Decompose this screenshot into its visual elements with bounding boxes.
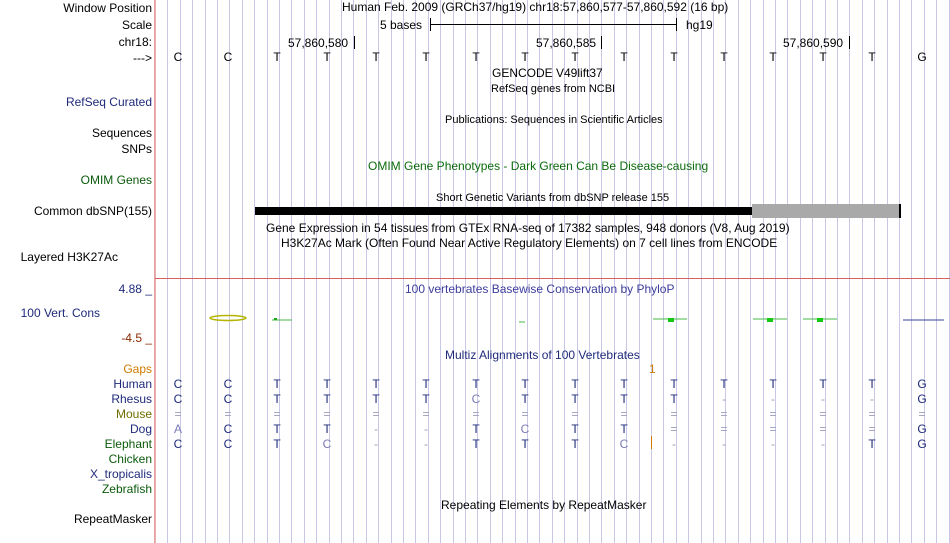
gridline bbox=[465, 0, 466, 543]
elephant-base: T bbox=[868, 437, 876, 451]
track-label-layered-h3k27ac[interactable]: Layered H3K27Ac bbox=[20, 250, 118, 264]
gridline bbox=[403, 0, 404, 543]
track-group-separator bbox=[155, 278, 950, 279]
scale-label: Scale bbox=[121, 18, 152, 32]
rhesus-base: - bbox=[722, 392, 726, 406]
gridline bbox=[291, 0, 292, 543]
species-label-x-tropicalis[interactable]: X_tropicalis bbox=[89, 467, 152, 481]
gridline bbox=[440, 0, 441, 543]
gridline bbox=[415, 0, 416, 543]
mouse-base: = bbox=[720, 407, 728, 421]
coordinate-tick bbox=[354, 36, 355, 49]
gridline bbox=[626, 0, 627, 543]
mouse-base: = bbox=[868, 407, 876, 421]
mouse-base: = bbox=[571, 407, 579, 421]
gridline bbox=[229, 0, 230, 543]
track-label-refseq[interactable]: RefSeq Curated bbox=[65, 95, 152, 109]
dog-base: = bbox=[819, 422, 827, 436]
elephant-base: C bbox=[223, 437, 233, 451]
mouse-base: = bbox=[819, 407, 827, 421]
track-label-gaps[interactable]: Gaps bbox=[123, 362, 152, 376]
dog-base: = bbox=[720, 422, 728, 436]
species-label-chicken[interactable]: Chicken bbox=[108, 452, 152, 466]
assembly-label: hg19 bbox=[686, 18, 713, 32]
rhesus-base: T bbox=[323, 392, 331, 406]
gridline bbox=[267, 0, 268, 543]
elephant-base: C bbox=[173, 437, 183, 451]
dog-base: = bbox=[868, 422, 876, 436]
gridline bbox=[341, 0, 342, 543]
dog-base: - bbox=[424, 422, 428, 436]
rhesus-base: T bbox=[571, 392, 579, 406]
elephant-base: - bbox=[672, 437, 676, 451]
phylop-mark bbox=[210, 316, 246, 321]
elephant-base: C bbox=[619, 437, 629, 451]
elephant-base: - bbox=[821, 437, 825, 451]
dbsnp-variant-end bbox=[899, 204, 901, 218]
human-base: T bbox=[472, 377, 480, 391]
human-base: T bbox=[422, 377, 430, 391]
reference-base: T bbox=[769, 50, 777, 64]
mouse-base: = bbox=[472, 407, 480, 421]
human-base: T bbox=[372, 377, 380, 391]
rhesus-base: T bbox=[620, 392, 628, 406]
gridline bbox=[651, 0, 652, 543]
mouse-base: = bbox=[769, 407, 777, 421]
gridline bbox=[701, 0, 702, 543]
species-label-mouse[interactable]: Mouse bbox=[115, 407, 152, 421]
gridline bbox=[254, 0, 255, 543]
gridline bbox=[316, 0, 317, 543]
dog-base: T bbox=[273, 422, 281, 436]
coordinate-label: 57,860,590 bbox=[783, 36, 844, 50]
rhesus-base: C bbox=[173, 392, 183, 406]
mouse-base: = bbox=[323, 407, 331, 421]
track-label-column bbox=[0, 0, 154, 543]
gencode-track-title[interactable]: GENCODE V49lift37 bbox=[492, 66, 603, 80]
gridline bbox=[242, 0, 243, 543]
elephant-base: G bbox=[917, 437, 927, 451]
species-label-human[interactable]: Human bbox=[113, 377, 152, 391]
refseq-track-title[interactable]: RefSeq genes from NCBI bbox=[491, 83, 616, 95]
gridline bbox=[663, 0, 664, 543]
mouse-base: = bbox=[174, 407, 182, 421]
gridline bbox=[353, 0, 354, 543]
reference-base: C bbox=[223, 50, 233, 64]
phylop-mark bbox=[767, 318, 773, 322]
gridline bbox=[217, 0, 218, 543]
elephant-base: - bbox=[771, 437, 775, 451]
species-label-dog[interactable]: Dog bbox=[129, 422, 152, 436]
reference-base: T bbox=[521, 50, 529, 64]
coordinate-tick bbox=[849, 36, 850, 49]
species-label-rhesus[interactable]: Rhesus bbox=[111, 392, 152, 406]
gridline bbox=[837, 0, 838, 543]
track-label-repeatmasker[interactable]: RepeatMasker bbox=[73, 512, 152, 526]
human-base: C bbox=[223, 377, 233, 391]
human-base: G bbox=[917, 377, 927, 391]
publications-track-title[interactable]: Publications: Sequences in Scientific Articles bbox=[445, 114, 663, 126]
human-base: T bbox=[720, 377, 728, 391]
rhesus-base: C bbox=[471, 392, 481, 406]
rhesus-base: - bbox=[771, 392, 775, 406]
gridline bbox=[329, 0, 330, 543]
species-label-zebrafish[interactable]: Zebrafish bbox=[101, 482, 152, 496]
rhesus-base: T bbox=[670, 392, 678, 406]
strand-arrow-label: ---> bbox=[133, 51, 152, 65]
gridline bbox=[180, 0, 181, 543]
mouse-base: = bbox=[670, 407, 678, 421]
phylop-mark bbox=[817, 318, 823, 322]
track-label-common-dbsnp[interactable]: Common dbSNP(155) bbox=[33, 204, 152, 218]
rhesus-base: T bbox=[372, 392, 380, 406]
gridline bbox=[775, 0, 776, 543]
gridline bbox=[800, 0, 801, 543]
mouse-base: = bbox=[918, 407, 926, 421]
gridline bbox=[713, 0, 714, 543]
elephant-base: - bbox=[722, 437, 726, 451]
gridline bbox=[205, 0, 206, 543]
track-label-omim-genes[interactable]: OMIM Genes bbox=[80, 173, 152, 187]
reference-base: T bbox=[273, 50, 281, 64]
dog-base: - bbox=[374, 422, 378, 436]
short-variants-track-title[interactable]: Short Genetic Variants from dbSNP release 155 bbox=[436, 192, 670, 204]
track-label-sequences[interactable]: Sequences bbox=[91, 126, 152, 140]
reference-base: T bbox=[422, 50, 430, 64]
dog-base: A bbox=[173, 422, 182, 436]
elephant-base: T bbox=[273, 437, 281, 451]
gridline bbox=[453, 0, 454, 543]
chromosome-label: chr18: bbox=[118, 35, 152, 49]
gridline bbox=[155, 0, 156, 543]
gridline bbox=[787, 0, 788, 543]
mouse-base: = bbox=[273, 407, 281, 421]
gridline bbox=[887, 0, 888, 543]
multiz-track-title[interactable]: Multiz Alignments of 100 Vertebrates bbox=[445, 348, 640, 362]
human-base: T bbox=[571, 377, 579, 391]
gridline bbox=[924, 0, 925, 543]
reference-base: T bbox=[819, 50, 827, 64]
rhesus-base: T bbox=[273, 392, 281, 406]
rhesus-base: T bbox=[521, 392, 529, 406]
reference-base: T bbox=[620, 50, 628, 64]
rhesus-base: - bbox=[821, 392, 825, 406]
phylop-max-value: 4.88 _ bbox=[118, 282, 152, 296]
gridline bbox=[428, 0, 429, 543]
gridline bbox=[688, 0, 689, 543]
phylop-conservation-graph[interactable] bbox=[155, 296, 950, 336]
reference-base: T bbox=[868, 50, 876, 64]
reference-base: T bbox=[720, 50, 728, 64]
gridline bbox=[279, 0, 280, 543]
mouse-base: = bbox=[372, 407, 380, 421]
rhesus-base: - bbox=[870, 392, 874, 406]
dog-base: T bbox=[472, 422, 480, 436]
elephant-gap-marker bbox=[651, 436, 652, 449]
gridline bbox=[738, 0, 739, 543]
human-base: T bbox=[620, 377, 628, 391]
mouse-base: = bbox=[521, 407, 529, 421]
reference-base: T bbox=[323, 50, 331, 64]
scale-bar-line bbox=[430, 24, 677, 25]
gridline bbox=[911, 0, 912, 543]
h3k27ac-track-title[interactable]: H3K27Ac Mark (Often Found Near Active Regulatory Elements) on 7 cell lines from ENCODE bbox=[281, 236, 778, 250]
dog-base: C bbox=[520, 422, 530, 436]
phylop-mark bbox=[668, 318, 674, 322]
gridline bbox=[477, 0, 478, 543]
gridline bbox=[378, 0, 379, 543]
mouse-base: = bbox=[620, 407, 628, 421]
gridline bbox=[899, 0, 900, 543]
phylop-track-title[interactable]: 100 vertebrates Basewise Conservation by PhyloP bbox=[405, 282, 675, 296]
gridline bbox=[862, 0, 863, 543]
gridline bbox=[936, 0, 937, 543]
human-base: T bbox=[273, 377, 281, 391]
rhesus-base: C bbox=[223, 392, 233, 406]
human-base: T bbox=[521, 377, 529, 391]
dog-base: T bbox=[323, 422, 331, 436]
elephant-base: C bbox=[322, 437, 332, 451]
gtex-track-title[interactable]: Gene Expression in 54 tissues from GTEx RNA-seq of 17382 samples, 948 donors (V8, Aug 2019) bbox=[266, 221, 790, 235]
coordinate-label: 57,860,580 bbox=[288, 36, 349, 50]
gridline bbox=[639, 0, 640, 543]
human-base: T bbox=[868, 377, 876, 391]
mouse-base: = bbox=[224, 407, 232, 421]
phylop-mark bbox=[274, 318, 277, 320]
gridline bbox=[192, 0, 193, 543]
dog-base: T bbox=[571, 422, 579, 436]
coordinate-label: 57,860,585 bbox=[536, 36, 597, 50]
gridline bbox=[304, 0, 305, 543]
track-display-area[interactable] bbox=[155, 0, 950, 543]
omim-phenotypes-track-title[interactable]: OMIM Gene Phenotypes - Dark Green Can Be Disease-causing bbox=[368, 159, 709, 173]
gridline bbox=[812, 0, 813, 543]
gap-count: 1 bbox=[649, 362, 656, 376]
phylop-min-value: -4.5 _ bbox=[121, 331, 152, 345]
reference-base: G bbox=[917, 50, 927, 64]
human-base: T bbox=[819, 377, 827, 391]
dog-base: = bbox=[769, 422, 777, 436]
species-label-elephant[interactable]: Elephant bbox=[104, 437, 152, 451]
gridline bbox=[725, 0, 726, 543]
human-base: T bbox=[323, 377, 331, 391]
gridline bbox=[167, 0, 168, 543]
rhesus-base: G bbox=[917, 392, 927, 406]
gridline bbox=[676, 0, 677, 543]
gridline bbox=[366, 0, 367, 543]
dog-base: G bbox=[917, 422, 927, 436]
dog-base: C bbox=[223, 422, 233, 436]
human-base: T bbox=[769, 377, 777, 391]
elephant-base: T bbox=[521, 437, 529, 451]
track-label-vert-cons[interactable]: 100 Vert. Cons bbox=[20, 306, 100, 320]
track-label-snps[interactable]: SNPs bbox=[121, 142, 152, 156]
human-base: T bbox=[670, 377, 678, 391]
scale-text: 5 bases bbox=[380, 18, 423, 32]
gridline bbox=[825, 0, 826, 543]
repeatmasker-track-title[interactable]: Repeating Elements by RepeatMasker bbox=[441, 498, 647, 512]
gridline bbox=[763, 0, 764, 543]
elephant-base: T bbox=[472, 437, 480, 451]
reference-base: T bbox=[670, 50, 678, 64]
human-base: C bbox=[173, 377, 183, 391]
window-position-label: Window Position bbox=[63, 1, 152, 15]
reference-base: T bbox=[372, 50, 380, 64]
gridline bbox=[849, 0, 850, 543]
coordinate-tick bbox=[601, 36, 602, 49]
elephant-base: - bbox=[374, 437, 378, 451]
gridline bbox=[874, 0, 875, 543]
scale-bar-right-tick bbox=[676, 18, 677, 31]
dbsnp-variant-bar[interactable] bbox=[255, 207, 753, 215]
rhesus-base: T bbox=[422, 392, 430, 406]
gridline bbox=[750, 0, 751, 543]
elephant-base: - bbox=[424, 437, 428, 451]
reference-base: T bbox=[571, 50, 579, 64]
dog-base: T bbox=[620, 422, 628, 436]
reference-base: T bbox=[472, 50, 480, 64]
gridline bbox=[391, 0, 392, 543]
position-header: Human Feb. 2009 (GRCh37/hg19) chr18:57,860,577-57,860,592 (16 bp) bbox=[342, 0, 729, 14]
elephant-base: T bbox=[571, 437, 579, 451]
reference-base: C bbox=[173, 50, 183, 64]
mouse-base: = bbox=[422, 407, 430, 421]
dog-base: = bbox=[670, 422, 678, 436]
